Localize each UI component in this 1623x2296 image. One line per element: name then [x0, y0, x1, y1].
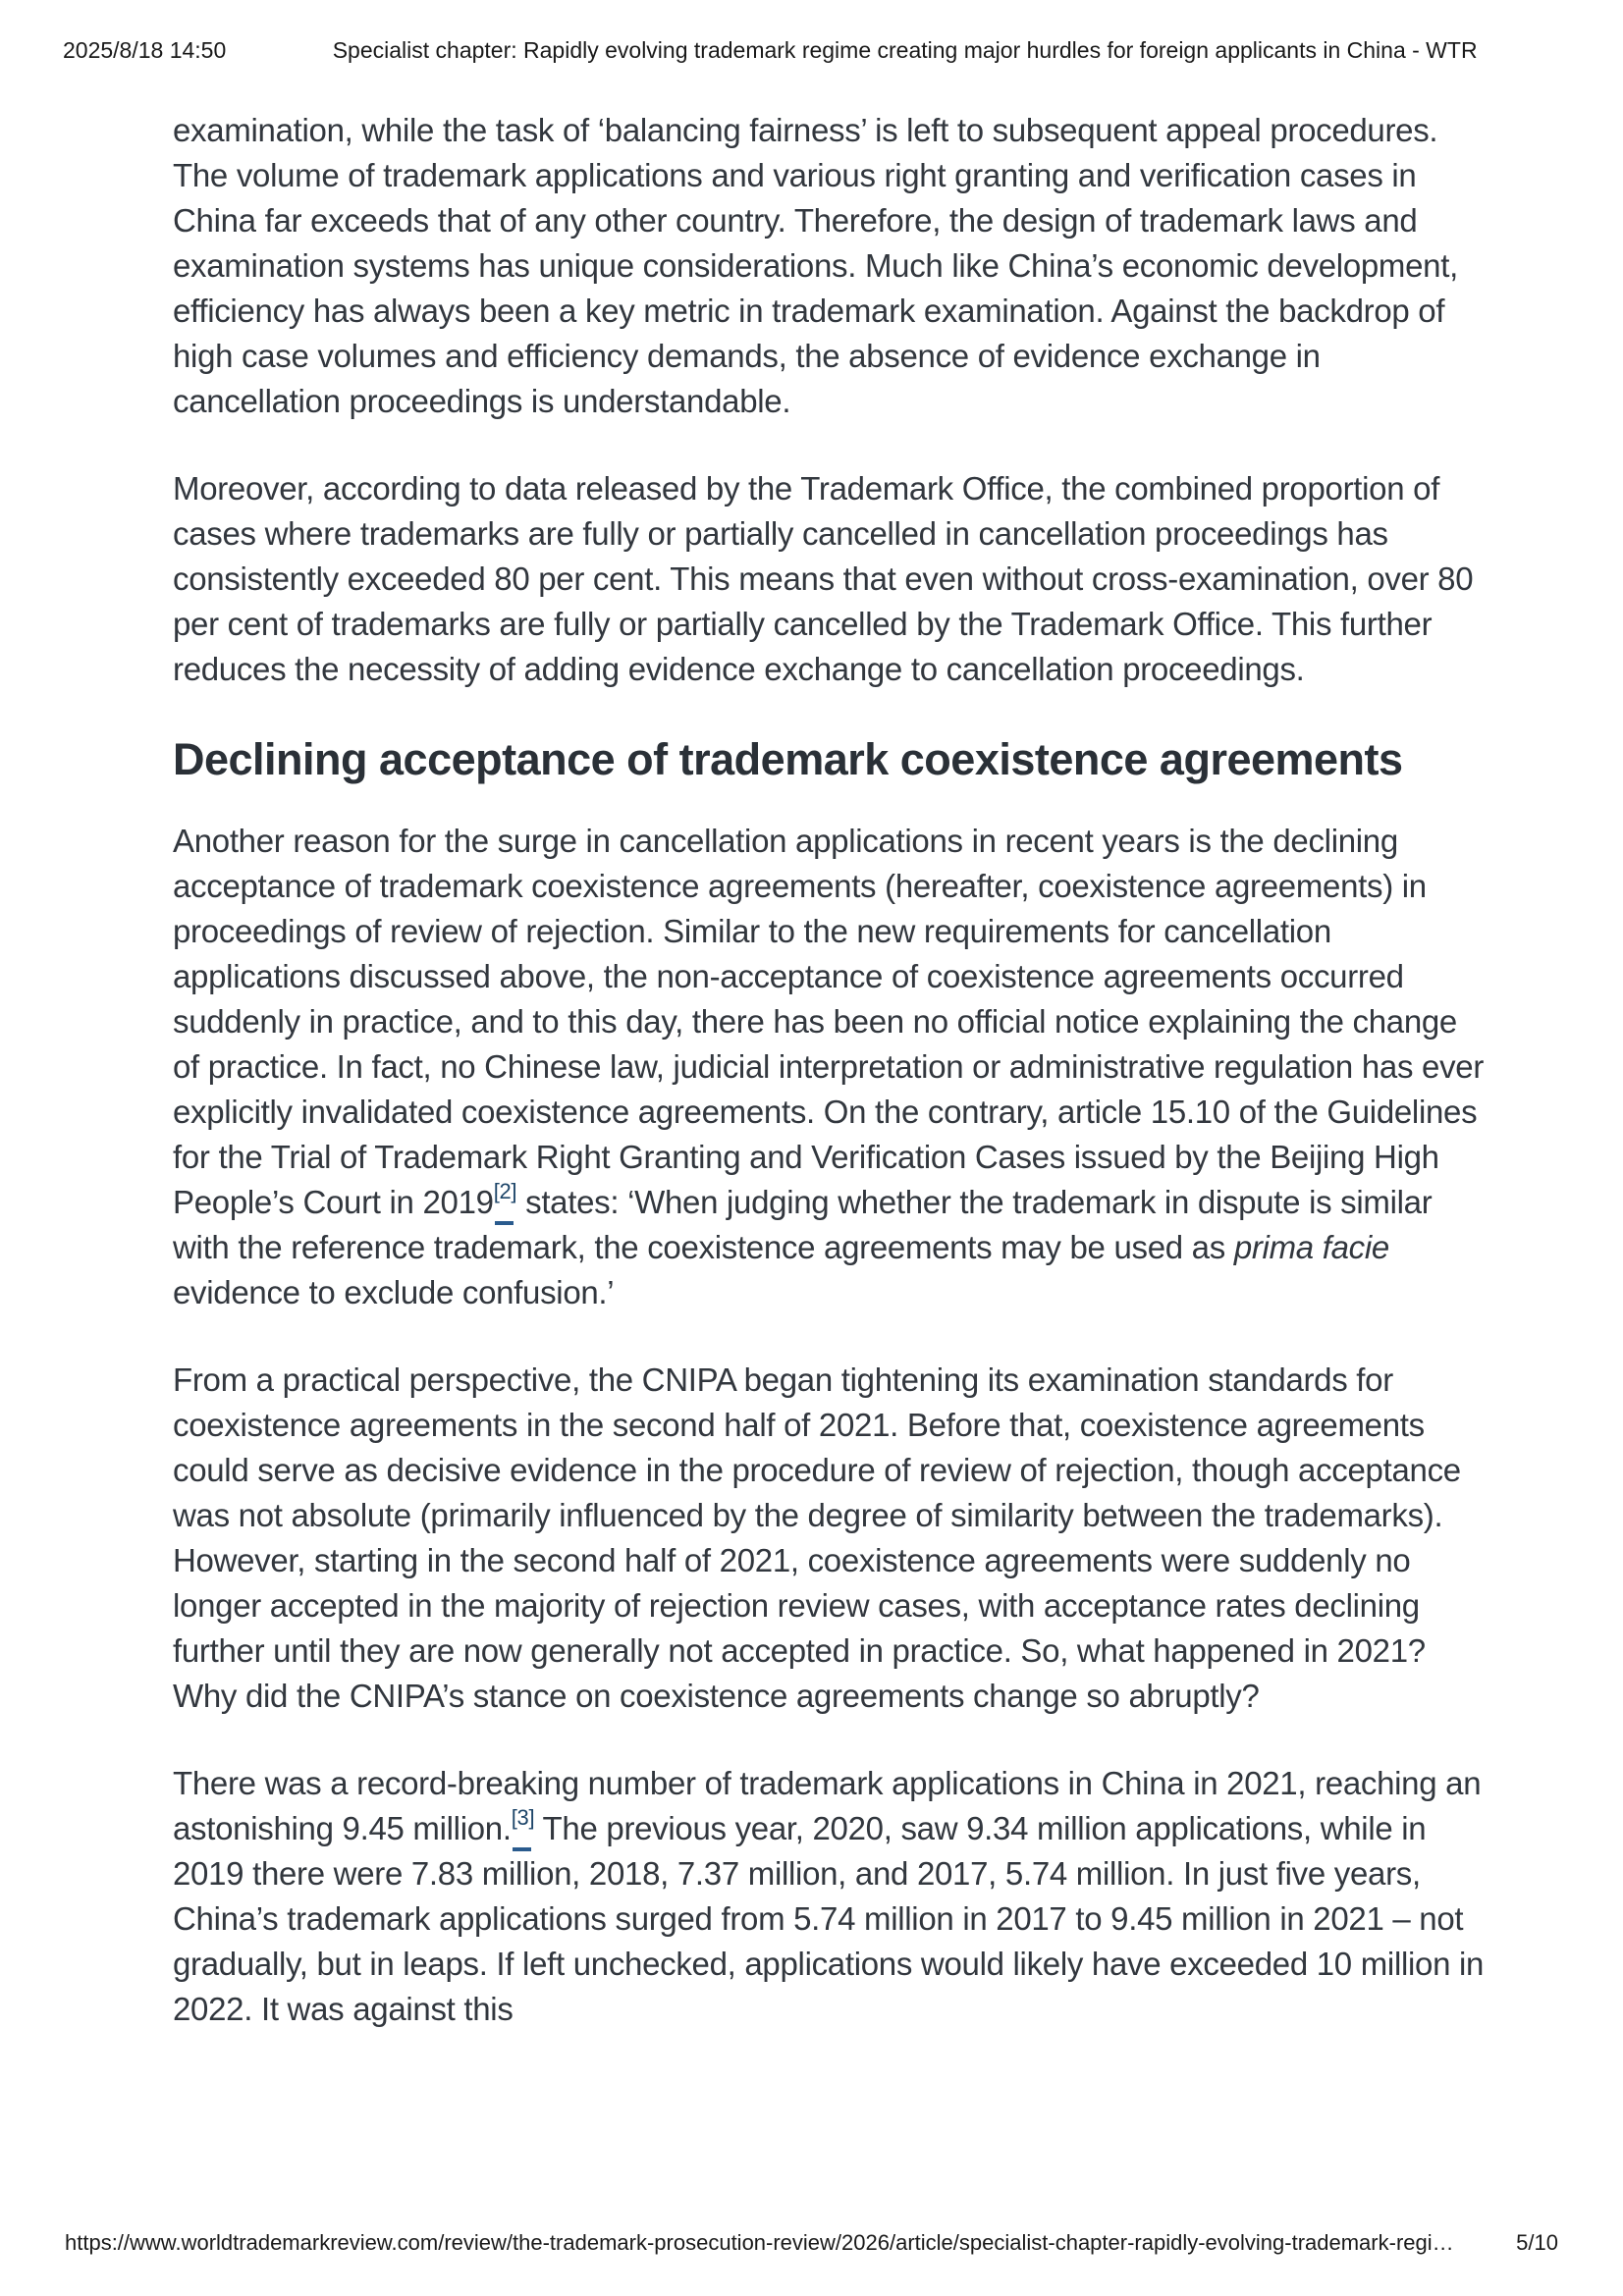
print-source-url: https://www.worldtrademarkreview.com/review/the-trademark-prosecution-review/2026/article/specialist-chapter-rapidly-evolving-trademark-regi… — [65, 2230, 1454, 2255]
paragraph-text: Moreover, according to data released by the Trademark Office, the combined proportion of cases where trademarks are fully or partially cancelled in cancellation proceedings has consistently exceeded 80 per cent. This means that even without cross-examination, over 80 per cent of trademarks are fully or partially cancelled by the Trademark Office. This further reduces the necessity of adding evidence exchange to cancellation proceedings. — [173, 470, 1474, 687]
italic-text: prima facie — [1233, 1229, 1389, 1265]
paragraph: There was a record-breaking number of trademark applications in China in 2021, reaching an astonishing 9.45 million.[3] The previous year, 2020, saw 9.34 million applications, while in 2019 there were 7.83 million, 2018, 7.37 million, and 2017, 5.74 million. In just five years, China’s trademark applications surged from 5.74 million in 2017 to 9.45 million in 2021 – not gradually, but in leaps. If left unchecked, applications would likely have exceeded 10 million in 2022. It was against this — [173, 1765, 1485, 2027]
print-page-number: 5/10 — [1516, 2230, 1558, 2255]
paragraph — [173, 1358, 1487, 1719]
paragraph-text: From a practical perspective, the CNIPA began tightening its examination standards for coexistence agreements in the second half of 2021. Before that, coexistence agreements could serve as decisive evidence in the procedure of review of rejection, though acceptance was not absolute (primarily influenced by the degree of similarity between the trademarks). However, starting in the second half of 2021, coexistence agreements were suddenly no longer accepted in the majority of rejection review cases, with acceptance rates declining further until they are now generally not accepted in practice. So, what happened in 2021? Why did the CNIPA’s stance on coexistence agreements change so abruptly? — [173, 1362, 1461, 1714]
paragraph — [173, 466, 1487, 692]
section-heading: Declining acceptance of trademark coexistence agreements — [173, 734, 1403, 784]
paragraph-text: There was a record-breaking number of trademark applications in China in 2021, reaching an astonishing 9.45 million. — [173, 1765, 1482, 1846]
print-datetime: 2025/8/18 14:50 — [63, 37, 227, 63]
paragraph-text: evidence to exclude confusion.’ — [173, 1274, 615, 1310]
print-footer — [65, 2230, 1558, 2256]
paragraph — [173, 108, 1487, 424]
paragraph-text: states: ‘When judging whether the trademark in dispute is similar with the reference trademark, the coexistence agreements may be used as — [173, 1184, 1433, 1265]
paragraph-text: The previous year, 2020, saw 9.34 million applications, while in 2019 there were 7.83 million, 2018, 7.37 million, and 2017, 5.74 million. In just five years, China’s trademark applications surged from 5.74 million in 2017 to 9.45 million in 2021 – not gradually, but in leaps. If left unchecked, applications would likely have exceeded 10 million in 2022. It was against this — [173, 1810, 1485, 2027]
paragraph: Another reason for the surge in cancellation applications in recent years is the declining acceptance of trademark coexistence agreements (hereafter, coexistence agreements) in proceedings of review of rejection. Similar to the new requirements for cancellation applications discussed above, the non-acceptance of coexistence agreements occurred suddenly in practice, and to this day, there has been no official notice explaining the change of practice. In fact, no Chinese law, judicial interpretation or administrative regulation has ever explicitly invalidated coexistence agreements. On the contrary, article 15.10 of the Guidelines for the Trial of Trademark Right Granting and Verification Cases issued by the Beijing High People’s Court in 2019[2] states: ‘When judging whether the trademark in dispute is similar with the reference trademark, the coexistence agreements may be used as prima facie evidence to exclude confusion.’ — [173, 823, 1485, 1310]
paragraph-text: Another reason for the surge in cancellation applications in recent years is the declining acceptance of trademark coexistence agreements (hereafter, coexistence agreements) in proceedings of review of rejection. Similar to the new requirements for cancellation applications discussed above, the non-acceptance of coexistence agreements occurred suddenly in practice, and to this day, there has been no official notice explaining the change of practice. In fact, no Chinese law, judicial interpretation or administrative regulation has ever explicitly invalidated coexistence agreements. On the contrary, article 15.10 of the Guidelines for the Trial of Trademark Right Granting and Verification Cases issued by the Beijing High People’s Court in 2019 — [173, 823, 1485, 1220]
print-document-title: Specialist chapter: Rapidly evolving trademark regime creating major hurdles for foreign applicants in China - WTR — [332, 37, 1478, 63]
print-header — [63, 37, 1560, 64]
article-body — [173, 108, 1487, 2074]
paragraph-text: examination, while the task of ‘balancing fairness’ is left to subsequent appeal procedures. The volume of trademark applications and various right granting and verification cases in China far exceeds that of any other country. Therefore, the design of trademark laws and examination systems has unique considerations. Much like China’s economic development, efficiency has always been a key metric in trademark examination. Against the backdrop of high case volumes and efficiency demands, the absence of evidence exchange in cancellation proceedings is understandable. — [173, 112, 1458, 419]
